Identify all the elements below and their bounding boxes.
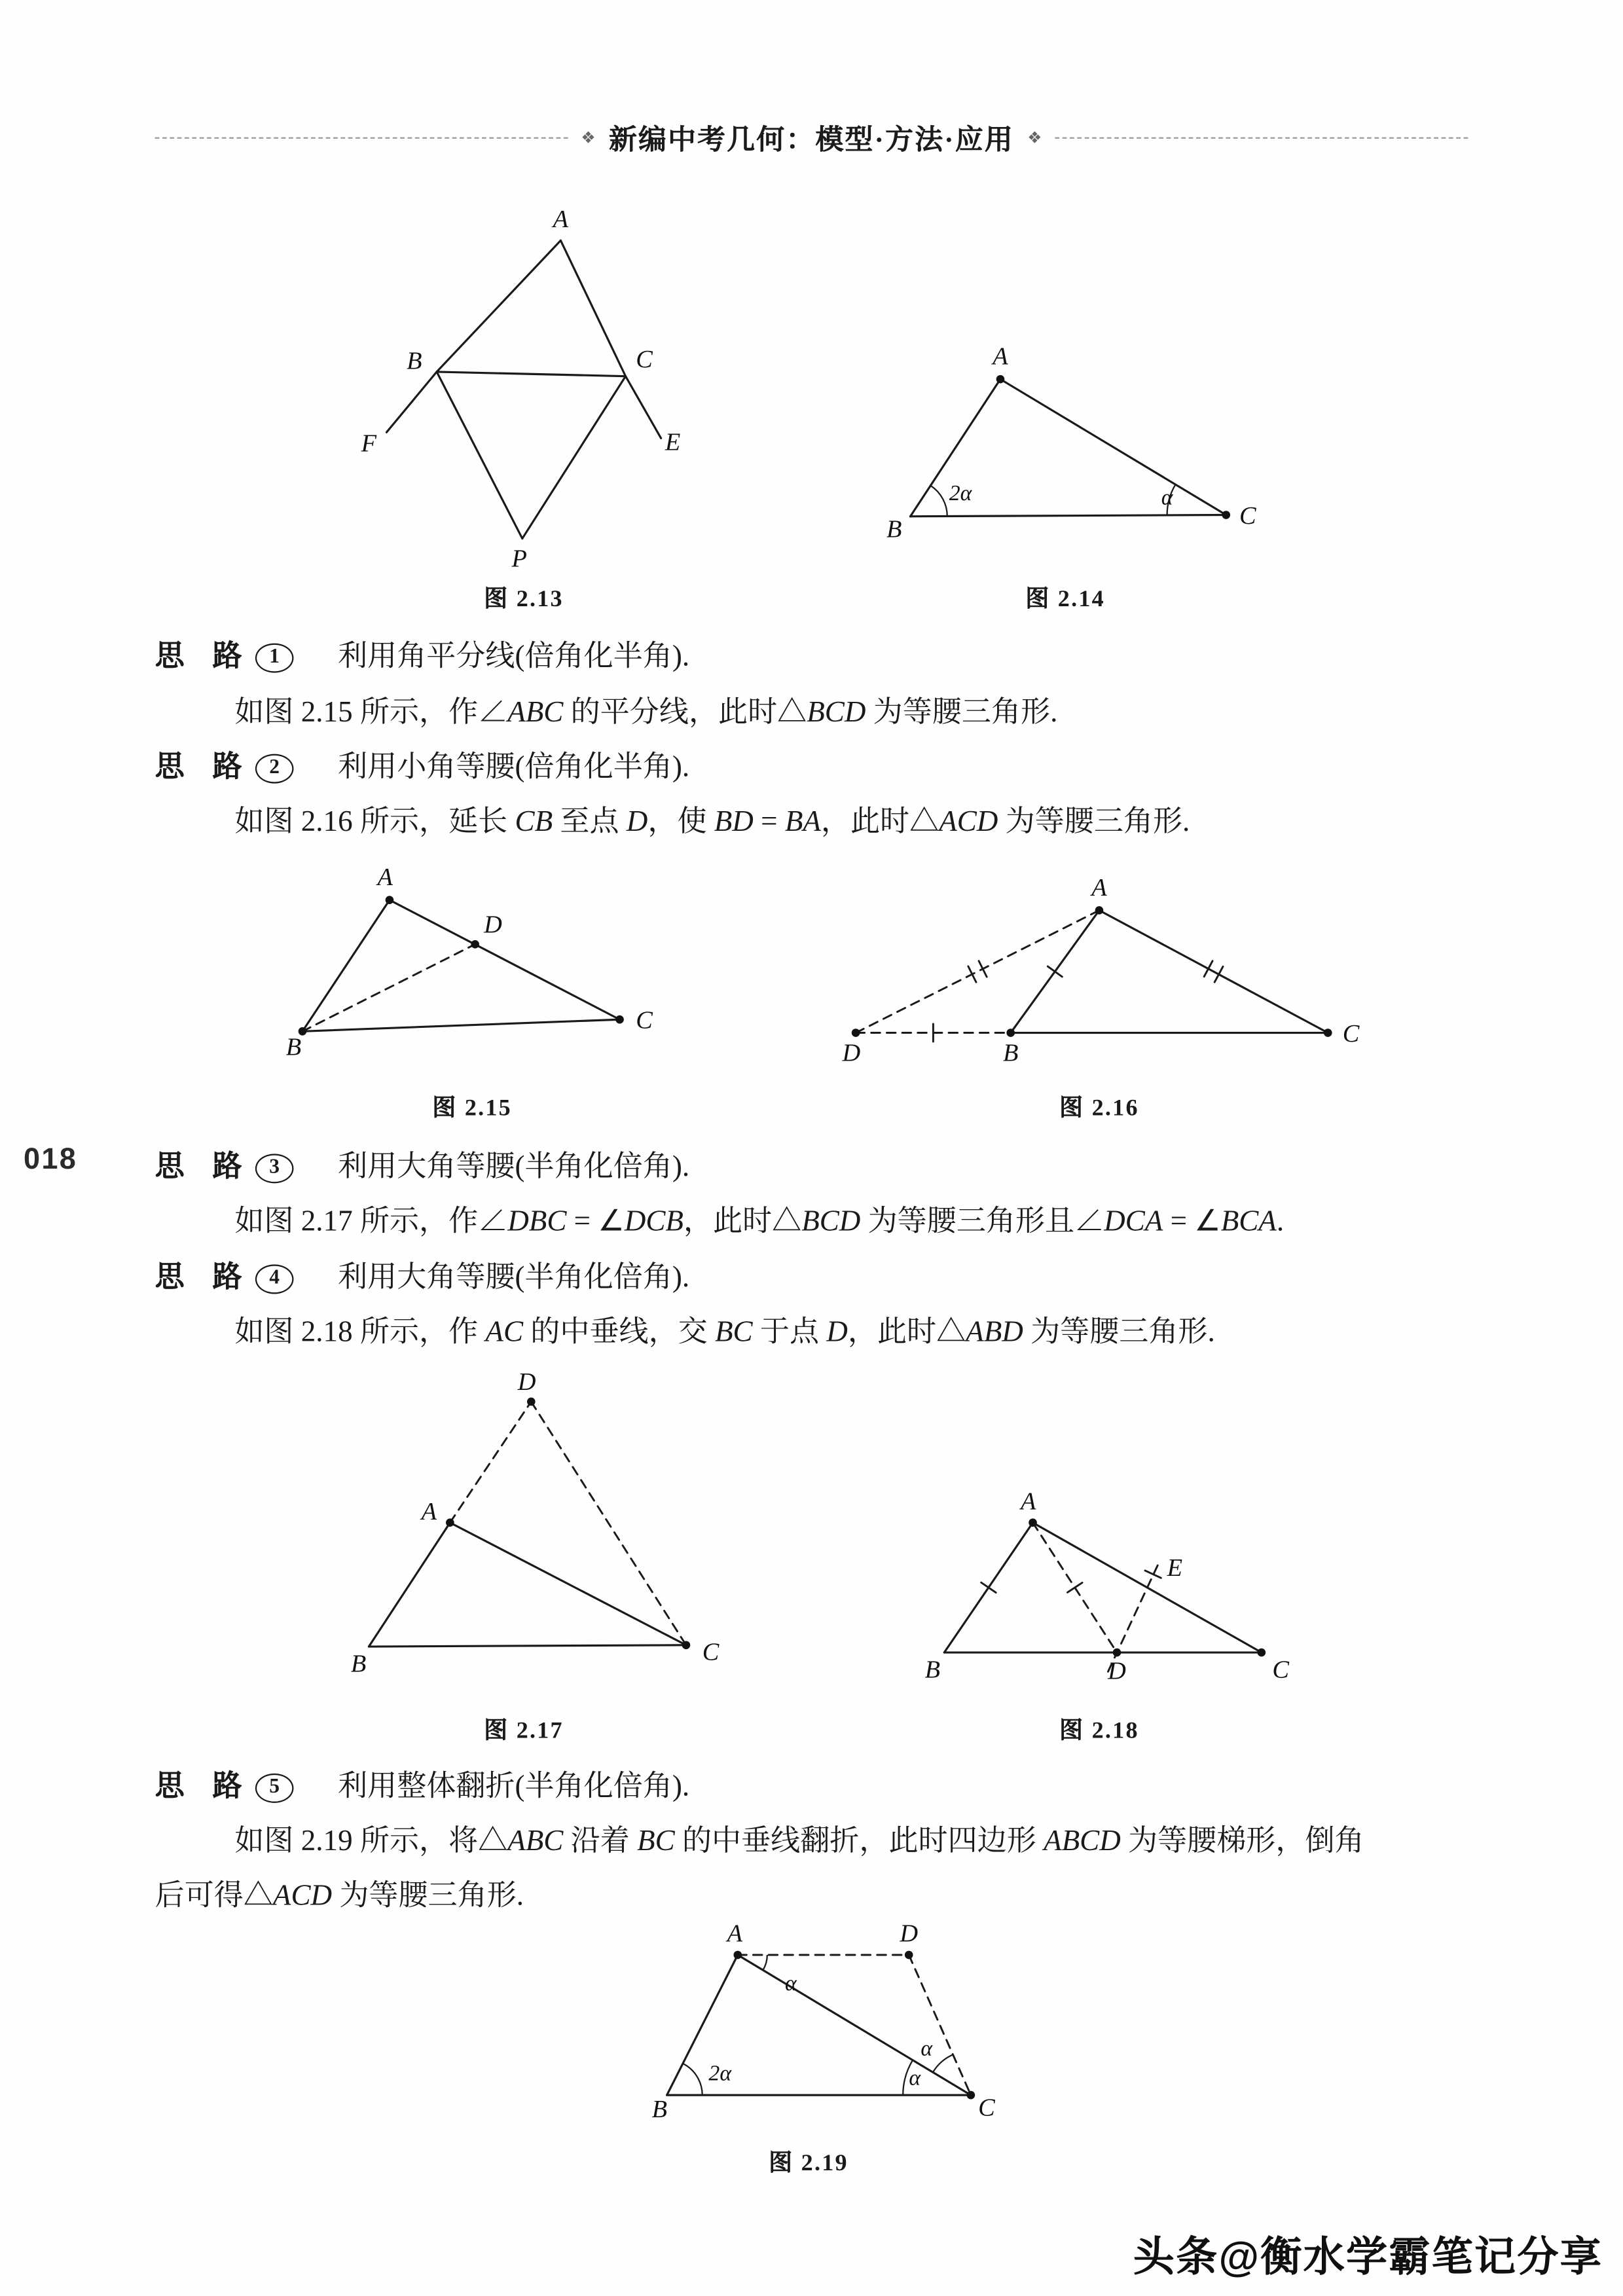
edge-BP: [437, 372, 522, 539]
math-text: DCA: [1104, 1205, 1163, 1238]
point-label-C: C: [636, 346, 653, 374]
math-text: BA: [784, 805, 821, 839]
math-text: BCD: [807, 696, 866, 729]
body-text: 为等腰三角形.: [332, 1880, 524, 1912]
body-text: .: [1276, 1205, 1285, 1238]
math-text: ABC: [507, 1825, 564, 1858]
thought-text: 利用整体翻折(半角化倍角).: [338, 1770, 690, 1803]
dashed-BD: [302, 944, 475, 1031]
page-header: [155, 118, 1468, 158]
body-text: 如图 2.15 所示，作∠: [234, 696, 508, 729]
angle-arc-C-upper: [933, 2054, 953, 2072]
vertex-dot-C: [682, 1641, 691, 1649]
math-text: ACD: [939, 805, 998, 839]
vertex-dot-C: [1324, 1029, 1332, 1037]
body-text: ，此时△: [820, 805, 939, 839]
figure-2-16-caption: 图 2.16: [1059, 1096, 1139, 1121]
vertex-dot-A: [1095, 906, 1104, 915]
body-text: 如图 2.19 所示，将△: [234, 1825, 508, 1858]
ornament-icon: ❖: [1027, 128, 1042, 148]
header-rule-left: [155, 137, 568, 139]
thought-number: 3: [255, 1154, 294, 1183]
body-text: = ∠: [566, 1205, 625, 1238]
vertex-dot-D: [471, 940, 479, 949]
footer-watermark: 头条@衡水学霸笔记分享: [1133, 2233, 1603, 2280]
point-label-D: D: [484, 911, 502, 939]
paragraph-fig-215: [155, 693, 1483, 732]
paragraph-fig-217: [155, 1203, 1483, 1241]
tick-mark-AB: [981, 1582, 996, 1592]
thought-text: 利用大角等腰(半角化倍角).: [338, 1261, 690, 1294]
thought-number: 1: [255, 644, 294, 673]
thought-number: 5: [255, 1774, 294, 1803]
thought-line-5: [155, 1768, 1483, 1806]
vertex-dot-A: [446, 1518, 454, 1527]
point-label-A: A: [421, 1498, 437, 1526]
body-text: 后可得△: [155, 1880, 273, 1912]
tick-mark-AC-1: [1204, 961, 1213, 977]
body-text: ，此时△: [683, 1205, 802, 1238]
figure-2-13-diagram: [280, 207, 723, 591]
math-text: BC: [715, 1316, 753, 1349]
point-label-A: A: [377, 864, 393, 892]
vertex-dot-A: [386, 896, 394, 904]
point-label-B: B: [924, 1656, 940, 1684]
figure-2-19-diagram: [590, 1918, 1062, 2137]
thought-label: 思 路: [155, 1150, 253, 1184]
point-label-B: B: [1003, 1039, 1019, 1067]
point-label-B: B: [350, 1650, 367, 1678]
point-label-A: A: [1021, 1487, 1036, 1516]
edge-AB: [302, 900, 390, 1032]
point-label-A: A: [1091, 873, 1107, 902]
point-label-D: D: [1108, 1657, 1126, 1685]
point-label-E: E: [665, 428, 681, 456]
math-text: CB: [515, 805, 553, 839]
angle-label-a-at-C-lower: α: [909, 2066, 921, 2090]
angle-label-a: α: [1161, 485, 1173, 510]
body-text: 如图 2.17 所示，作∠: [234, 1205, 508, 1238]
point-label-B: B: [886, 515, 902, 543]
point-label-D: D: [842, 1039, 861, 1067]
point-label-D: D: [900, 1920, 919, 1948]
vertex-dot-C: [1222, 511, 1230, 519]
vertex-dot-A: [996, 375, 1005, 384]
math-text: ACD: [272, 1880, 333, 1912]
tick-mark-AB: [1048, 966, 1062, 977]
math-text: BD: [714, 805, 754, 839]
edge-AC: [738, 1955, 971, 2095]
figure-2-15-diagram: [236, 856, 679, 1077]
figure-2-19-caption: 图 2.19: [769, 2151, 848, 2177]
edge-BC: [437, 372, 625, 376]
point-label-C: C: [1239, 502, 1256, 530]
thought-number: 2: [255, 754, 294, 784]
body-text: =: [753, 805, 785, 839]
point-label-C: C: [702, 1638, 720, 1666]
angle-label-a-at-A: α: [785, 1971, 797, 1996]
thought-line-4: [155, 1258, 1483, 1297]
tick-mark-AC-2: [1214, 966, 1223, 982]
point-label-P: P: [511, 545, 527, 573]
thought-text: 利用角平分线(倍角化半角).: [338, 640, 690, 673]
vertex-dot-A: [733, 1951, 742, 1959]
ornament-icon: ❖: [581, 128, 596, 148]
vertex-dot-D: [905, 1951, 913, 1959]
edge-BC: [910, 515, 1226, 517]
point-label-B: B: [651, 2095, 668, 2123]
point-label-C: C: [1272, 1656, 1289, 1684]
math-text: ABCD: [1044, 1825, 1121, 1858]
point-label-B: B: [285, 1033, 302, 1061]
math-text: DBC: [507, 1205, 567, 1238]
math-text: AC: [485, 1316, 524, 1349]
edge-ACE: [560, 240, 661, 438]
figure-2-18-diagram: [885, 1487, 1328, 1704]
body-text: 为等腰梯形，倒角: [1120, 1825, 1364, 1858]
paragraph-fig-219-line-2: [155, 1877, 1483, 1916]
vertex-dot-D: [1113, 1649, 1122, 1657]
body-text: ，使: [647, 805, 714, 839]
thought-label: 思 路: [155, 640, 253, 673]
edge-AC: [1099, 910, 1328, 1032]
point-label-B: B: [407, 347, 422, 375]
angle-arc-B: [930, 486, 947, 517]
thought-line-1: [155, 638, 1483, 676]
vertex-dot-D: [852, 1029, 860, 1037]
point-label-C: C: [978, 2094, 995, 2122]
body-text: 沿着: [563, 1825, 638, 1858]
point-label-F: F: [361, 429, 377, 458]
edge-ABF: [386, 240, 560, 432]
thought-text: 利用小角等腰(倍角化半角).: [338, 751, 690, 784]
point-label-A: A: [553, 206, 569, 234]
edge-BA: [369, 1523, 450, 1647]
angle-arc-B: [683, 2064, 702, 2095]
body-text: 如图 2.18 所示，作: [234, 1316, 486, 1349]
vertex-dot-D: [527, 1398, 536, 1406]
figure-2-17-diagram: [310, 1368, 752, 1685]
math-text: BCA: [1220, 1205, 1277, 1238]
thought-number: 4: [255, 1264, 294, 1294]
dashed-AD: [450, 1402, 531, 1523]
math-text: D: [826, 1316, 848, 1349]
edge-BC: [302, 1019, 620, 1031]
figure-2-15-caption: 图 2.15: [432, 1096, 512, 1121]
tick-mark-DA-2: [979, 961, 987, 977]
page-number: 018: [24, 1143, 78, 1176]
body-text: 如图 2.16 所示，延长: [234, 805, 515, 839]
figure-2-18-caption: 图 2.18: [1059, 1719, 1139, 1744]
edge-AC: [1000, 379, 1226, 515]
thought-text: 利用大角等腰(半角化倍角).: [338, 1150, 690, 1184]
math-text: ABD: [966, 1316, 1023, 1349]
body-text: 的中垂线，交: [523, 1316, 716, 1349]
edge-CP: [522, 376, 626, 539]
figure-2-13-caption: 图 2.13: [484, 587, 564, 613]
body-text: 为等腰三角形.: [1023, 1316, 1215, 1349]
point-label-C: C: [1342, 1020, 1360, 1048]
angle-label-2a: 2α: [949, 481, 972, 505]
body-text: 的中垂线翻折，此时四边形: [674, 1825, 1044, 1858]
vertex-dot-B: [1006, 1029, 1015, 1037]
body-text: 至点: [553, 805, 627, 839]
figure-2-17-caption: 图 2.17: [484, 1719, 564, 1744]
figure-2-14-caption: 图 2.14: [1025, 587, 1105, 613]
math-text: ABC: [507, 696, 564, 729]
vertex-dot-C: [967, 2091, 976, 2100]
vertex-dot-C: [615, 1015, 624, 1024]
tick-mark-DA-1: [968, 966, 976, 982]
body-text: 为等腰三角形.: [866, 696, 1058, 729]
paragraph-fig-218: [155, 1313, 1483, 1352]
tick-mark-bisector: [1145, 1571, 1161, 1578]
dashed-DA: [856, 910, 1099, 1032]
book-title: 新编中考几何：模型·方法·应用: [608, 125, 1014, 156]
dashed-DC: [531, 1402, 686, 1645]
thought-label: 思 路: [155, 1770, 253, 1803]
math-text: BCD: [801, 1205, 861, 1238]
paragraph-fig-219-line-1: [155, 1822, 1483, 1861]
point-label-A: A: [727, 1920, 742, 1948]
math-text: D: [626, 805, 648, 839]
vertex-dot-C: [1258, 1649, 1266, 1657]
body-text: 的平分线，此时△: [563, 696, 807, 729]
thought-label: 思 路: [155, 751, 253, 784]
edge-BC: [369, 1645, 686, 1647]
point-label-A: A: [993, 342, 1008, 371]
thought-label: 思 路: [155, 1261, 253, 1294]
body-text: 为等腰三角形且∠: [860, 1205, 1104, 1238]
figure-2-14-diagram: [826, 339, 1298, 546]
angle-label-a-at-C-upper: α: [921, 2036, 933, 2061]
figure-2-16-diagram: [797, 856, 1387, 1080]
edge-AC: [450, 1523, 686, 1645]
angle-arc-A: [763, 1955, 767, 1970]
point-label-C: C: [636, 1006, 653, 1034]
angle-label-2a-at-B: 2α: [708, 2061, 732, 2086]
point-label-D: D: [517, 1368, 536, 1396]
body-text: 于点: [752, 1316, 827, 1349]
body-text: ，此时△: [847, 1316, 966, 1349]
thought-line-3: [155, 1148, 1483, 1186]
point-label-E: E: [1167, 1554, 1183, 1582]
body-text: = ∠: [1163, 1205, 1221, 1238]
tick-mark-AD: [1067, 1582, 1082, 1592]
paragraph-fig-216: [155, 803, 1483, 841]
body-text: 为等腰三角形.: [998, 805, 1190, 839]
vertex-dot-A: [1029, 1518, 1037, 1527]
header-rule-right: [1055, 137, 1468, 139]
math-text: BC: [637, 1825, 675, 1858]
math-text: DCB: [624, 1205, 684, 1238]
edge-AC: [390, 900, 620, 1020]
thought-line-2: [155, 748, 1483, 787]
